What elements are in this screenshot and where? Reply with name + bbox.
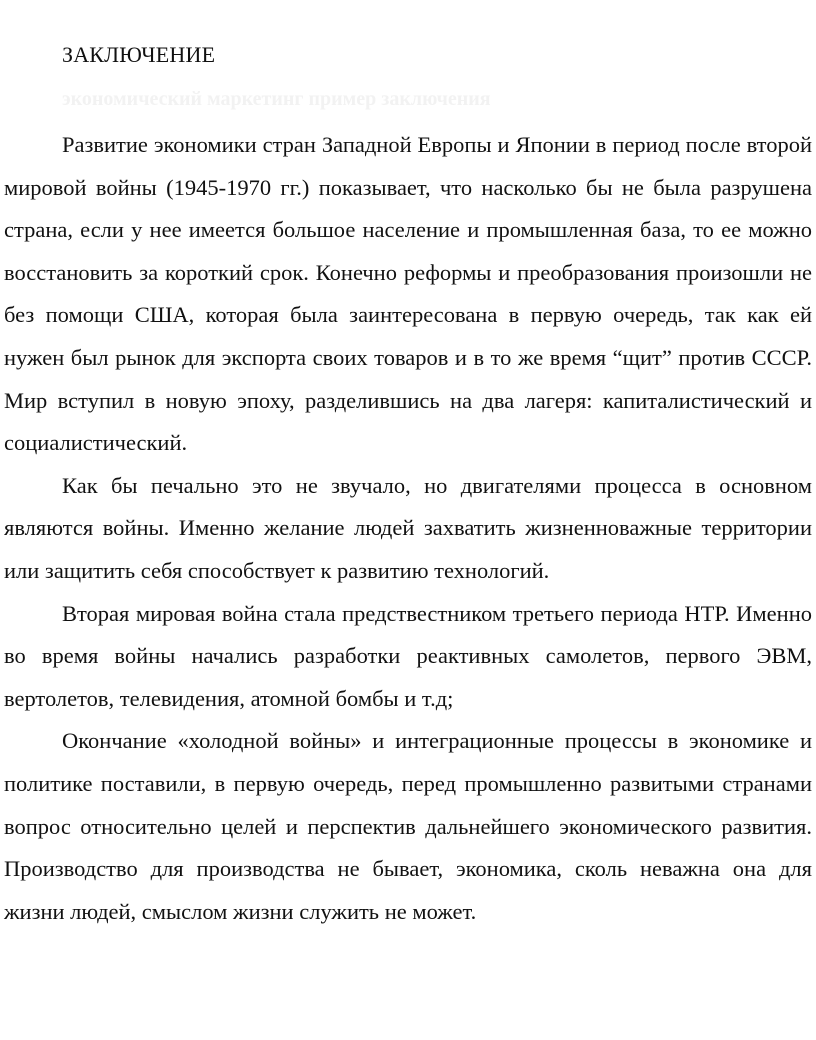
paragraph-4: Окончание «холодной войны» и интеграционные процессы в экономике и политике поставили, в первую очередь, перед промышленно развитыми странами вопрос относительно целей и перспектив дальнейшего экономического развития. Производство для производства не бывает, экономика, сколь неважна она для жизни людей, смыслом жизни служить не может.: [4, 728, 812, 924]
paragraph-3: Вторая мировая война стала предствестником третьего периода НТР. Именно во время войны начались разработки реактивных самолетов, первого ЭВМ, вертолетов, телевидения, атомной бомбы и т.д;: [4, 600, 812, 711]
paragraph-1: Развитие экономики стран Западной Европы и Японии в период после второй мировой войны (1945-1970 гг.) показывает, что насколько бы не была разрушена страна, если у нее имеется большое население и промышленная база, то ее можно восстановить за короткий срок. Конечно реформы и преобразования произошли не без помощи США, которая была заинтересована в первую очередь, так как ей нужен был рынок для экспорта своих товаров и в то же время “щит” против СССР. Мир вступил в новую эпоху, разделившись на два лагеря: капиталистический и социалистический.: [4, 132, 812, 456]
watermark-text: экономический маркетинг пример заключения: [62, 88, 491, 110]
page-title: ЗАКЛЮЧЕНИЕ: [62, 42, 216, 67]
paragraph-2: Как бы печально это не звучало, но двигателями процесса в основном являются войны. Именно желание людей захватить жизненноважные территории или защитить себя способствует к развитию технологий.: [4, 472, 812, 583]
document-body: [4, 124, 812, 933]
